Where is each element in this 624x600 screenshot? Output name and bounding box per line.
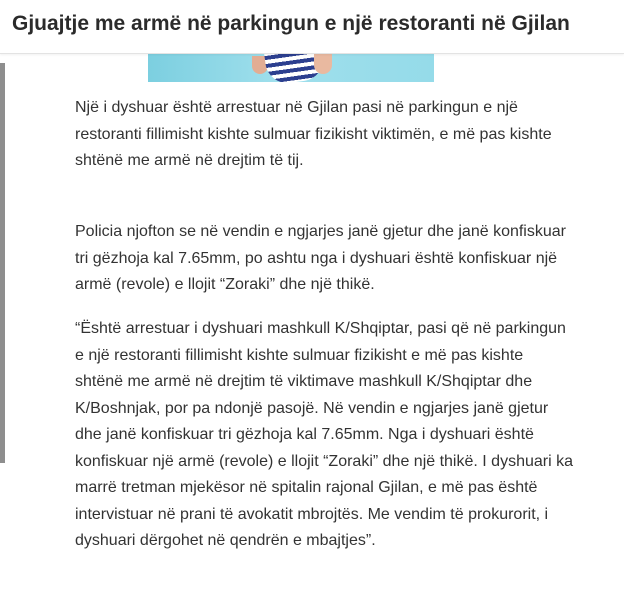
article-paragraph: “Është arrestuar i dyshuari mashkull K/Shqiptar, pasi që në parkingun e një restoranti fillimisht kishte sulmuar fizikisht e më pas kishte shtënë me armë në drejtim të viktimave mashkull K/Shqiptar dhe K/Boshnjak, por pa ndonjë pasojë. Në vendin e ngjarjes janë gjetur dhe janë konfiskuar tri gëzhoja kal 7.65mm. Nga i dyshuari është konfiskuar një armë (revole) e llojit “Zoraki” dhe një thikë. I dyshuari ka marrë tretman mjekësor në spitalin rajonal Gjilan, e më pas është intervistuar në prani të avokatit mbrojtës. Me vendim të prokurorit, i dyshuari dërgohet në qendrën e mbajtjes”. (75, 320, 573, 549)
article-paragraph: Policia njofton se në vendin e ngjarjes janë gjetur dhe janë konfiskuar tri gëzhoja kal 7.65mm, po ashtu nga i dyshuari është konfiskuar një armë (revole) e llojit “Zoraki” dhe një thikë. (75, 223, 566, 293)
article-hero-image (148, 54, 434, 82)
hero-image-arm-right (314, 54, 332, 74)
article-title: Gjuajtje me armë në parkingun e një restoranti në Gjilan (12, 12, 570, 35)
article-paragraph: Një i dyshuar është arrestuar në Gjilan pasi në parkingun e një restoranti fillimisht kishte sulmuar fizikisht viktimën, e më pas kishte shtënë me armë në drejtim të tij. (75, 99, 552, 169)
page-scrollbar[interactable] (0, 63, 5, 463)
article-header (0, 0, 624, 54)
